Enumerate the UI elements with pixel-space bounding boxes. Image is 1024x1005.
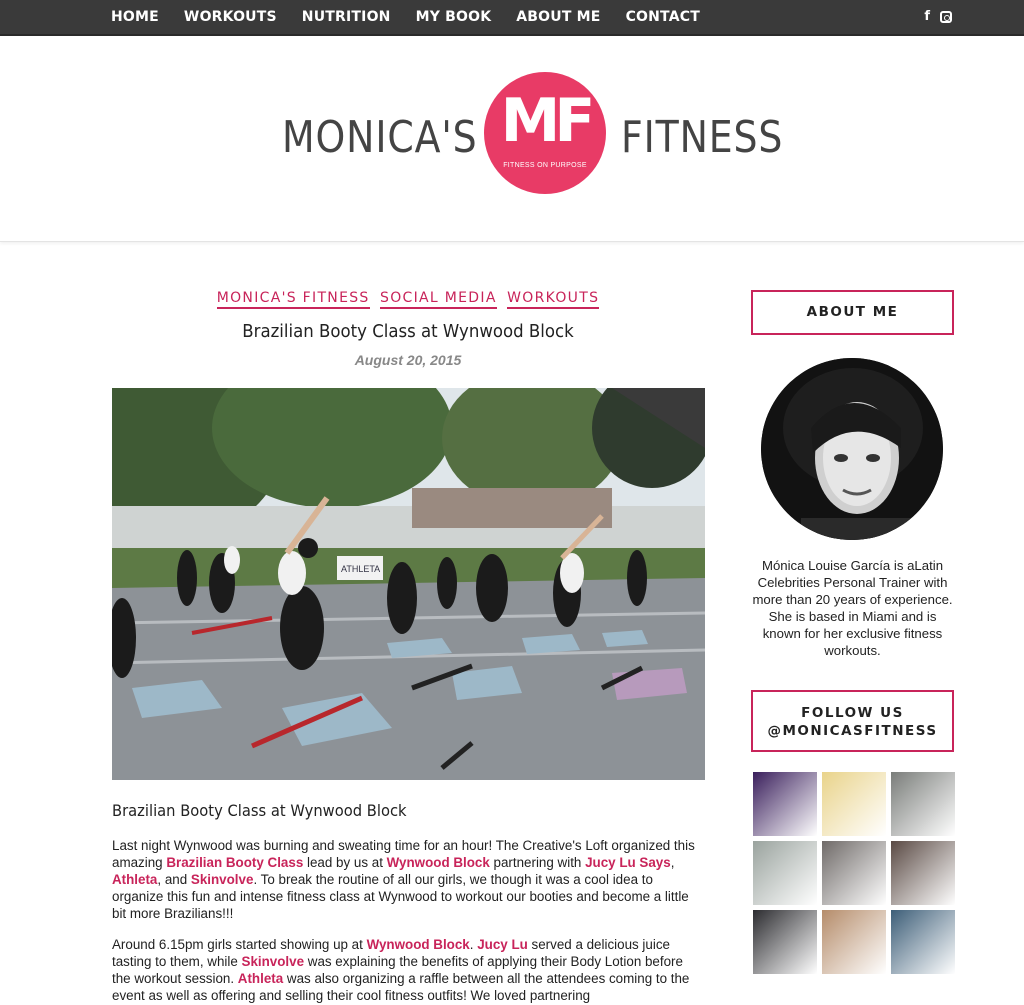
top-nav — [0, 0, 1024, 36]
link-jucy-lu[interactable]: Jucy Lu — [477, 937, 528, 952]
post-subtitle: Brazilian Booty Class at Wynwood Block — [112, 801, 407, 820]
workout-photo — [112, 388, 705, 780]
follow-us-heading — [751, 690, 954, 752]
logo-text-right[interactable]: FITNESS — [621, 112, 784, 163]
instagram-thumb[interactable] — [753, 772, 817, 836]
post-featured-image — [112, 388, 705, 780]
text-span: , — [670, 855, 675, 870]
instagram-thumb[interactable] — [891, 772, 955, 836]
post-categories — [112, 289, 704, 309]
text-span: Around 6.15pm girls started showing up at — [112, 937, 367, 952]
instagram-handle[interactable]: @MONICASFITNESS — [767, 723, 938, 739]
nav-item-nutrition[interactable]: NUTRITION — [301, 9, 391, 25]
logo-text-left[interactable]: MONICA'S — [282, 112, 478, 163]
text-span: partnering with — [489, 855, 586, 870]
link-wynwood-block[interactable]: Wynwood Block — [386, 855, 490, 870]
instagram-thumb[interactable] — [753, 841, 817, 905]
logo-monogram[interactable] — [484, 72, 606, 194]
link-skinvolve[interactable]: Skinvolve — [190, 872, 254, 887]
text-span: . — [469, 937, 478, 952]
instagram-thumb[interactable] — [891, 841, 955, 905]
category-link-monicas-fitness[interactable]: MONICA'S FITNESS — [217, 290, 370, 309]
follow-us-label: FOLLOW US — [801, 705, 904, 721]
category-link-workouts[interactable]: WORKOUTS — [507, 290, 599, 309]
text-span: served a delicious juice tasting to them, while — [112, 937, 670, 969]
post-title[interactable]: Brazilian Booty Class at Wynwood Block — [242, 321, 574, 342]
text-span: lead by us at — [303, 855, 387, 870]
nav-item-workouts[interactable]: WORKOUTS — [183, 9, 277, 25]
nav-item-contact[interactable]: CONTACT — [625, 9, 700, 25]
post-paragraph-1 — [112, 837, 704, 922]
portrait-photo — [761, 358, 943, 540]
link-jucy-lu-says[interactable]: Jucy Lu Says — [585, 855, 671, 870]
text-span: . To break the routine of all our girls, we though it was a cool idea to organize this fun and intense fitness class at Wynwood to workout our booties and become a little bit more Brazilians!!! — [112, 872, 689, 921]
text-span: was explaining the benefits of applying their Body Lotion before the workout session. — [112, 954, 683, 986]
text-span: Last night Wynwood was burning and sweating time for an hour! The Creative's Loft organized this amazing — [112, 838, 695, 870]
logo-monogram-text: MF — [500, 86, 590, 156]
logo-tagline: FITNESS ON PURPOSE — [503, 162, 587, 169]
site-header — [0, 38, 1024, 242]
link-athleta[interactable]: Athleta — [237, 971, 284, 986]
instagram-thumb[interactable] — [822, 772, 886, 836]
instagram-thumb[interactable] — [753, 910, 817, 974]
instagram-thumb[interactable] — [891, 910, 955, 974]
instagram-icon[interactable] — [940, 11, 952, 23]
instagram-thumb[interactable] — [822, 841, 886, 905]
link-wynwood-block[interactable]: Wynwood Block — [366, 937, 470, 952]
nav-item-about-me[interactable]: ABOUT ME — [516, 9, 601, 25]
facebook-icon[interactable]: f — [924, 9, 930, 24]
nav-menu — [111, 0, 725, 34]
instagram-grid — [753, 772, 953, 974]
nav-item-home[interactable]: HOME — [111, 9, 159, 25]
text-span: was also organizing a raffle between all the attendees coming to the event as well as offering and selling their cool fitness outfits! We loved partnering — [112, 971, 690, 1003]
link-athleta[interactable]: Athleta — [112, 872, 158, 887]
post-date: August 20, 2015 — [354, 352, 462, 368]
category-link-social-media[interactable]: SOCIAL MEDIA — [380, 290, 497, 309]
about-me-heading: ABOUT ME — [751, 290, 954, 335]
athleta-sign: ATHLETA — [341, 564, 381, 574]
post-paragraph-2 — [112, 936, 704, 1004]
link-skinvolve[interactable]: Skinvolve — [241, 954, 305, 969]
avatar — [761, 358, 943, 540]
text-span: , and — [157, 872, 191, 887]
bio-text: Mónica Louise García is aLatin Celebrities Personal Trainer with more than 20 years of experience. She is based in Miami and is known for her exclusive fitness workouts. — [752, 558, 953, 658]
instagram-thumb[interactable] — [822, 910, 886, 974]
link-brazilian-booty-class[interactable]: Brazilian Booty Class — [166, 855, 304, 870]
nav-item-my-book[interactable]: MY BOOK — [415, 9, 492, 25]
social-links — [924, 9, 952, 25]
